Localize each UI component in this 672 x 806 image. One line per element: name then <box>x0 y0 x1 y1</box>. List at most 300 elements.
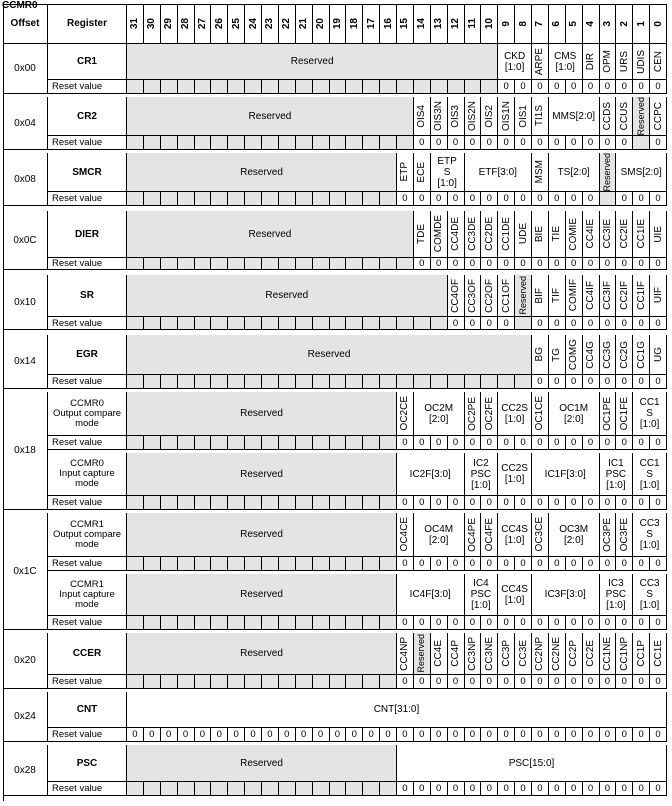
reset-bit: 0 <box>532 375 549 389</box>
reset-blank <box>127 496 144 510</box>
bit-header-27 <box>195 4 212 44</box>
reset-blank <box>211 616 228 630</box>
reset-blank <box>161 375 178 389</box>
reserved-field: Reserved <box>127 392 397 436</box>
bit-field: CC1 S [1:0] <box>633 453 667 496</box>
reset-bit: 0 <box>566 192 583 206</box>
reset-blank <box>296 80 313 94</box>
reset-bit: 0 <box>465 317 482 330</box>
reset-bit: 0 <box>583 782 600 796</box>
reset-blank <box>211 258 228 270</box>
reset-bit: 0 <box>549 496 566 510</box>
reset-bit: 0 <box>481 616 498 630</box>
reset-blank <box>363 80 380 94</box>
bit-header-10 <box>481 4 498 44</box>
reset-bit: 0 <box>465 192 482 206</box>
reset-blank <box>313 436 330 450</box>
reserved-field: Reserved <box>127 44 498 80</box>
reset-blank <box>178 192 195 206</box>
reset-bit: 0 <box>195 728 212 742</box>
reset-bit: 0 <box>515 436 532 450</box>
bit-field <box>532 44 549 80</box>
reset-bit: 0 <box>414 728 431 742</box>
reset-blank <box>380 616 397 630</box>
reset-blank <box>195 80 212 94</box>
reset-bit: 0 <box>397 728 414 742</box>
bit-field-text: CC3NE <box>483 636 495 671</box>
bit-field-text: CC3NP <box>466 636 478 671</box>
bit-field <box>448 633 465 675</box>
reset-blank <box>397 375 414 389</box>
bit-field-text: CC4E <box>433 640 445 667</box>
reset-bit: 0 <box>481 317 498 330</box>
reset-bit: 0 <box>498 675 515 689</box>
reset-blank <box>330 317 347 330</box>
bit-field-text: CC4IF <box>585 281 597 310</box>
bit-header-7-text: 7 <box>534 20 546 27</box>
bit-field-text: ETP <box>399 162 411 182</box>
reset-blank <box>330 136 347 150</box>
reserved-field <box>600 153 617 192</box>
reset-blank <box>515 375 532 389</box>
reserved-field <box>414 633 431 675</box>
reset-blank <box>397 258 414 270</box>
bit-header-29-text: 29 <box>163 17 175 30</box>
reset-blank <box>296 375 313 389</box>
bit-field <box>616 392 633 436</box>
reset-blank <box>330 375 347 389</box>
bit-field: IC4F[3:0] <box>397 574 465 616</box>
bit-field-text: ECE <box>416 161 428 183</box>
reset-bit: 0 <box>583 436 600 450</box>
reset-bit: 0 <box>566 728 583 742</box>
bit-field-text: CC3DE <box>466 217 478 251</box>
reset-bit: 0 <box>498 557 515 571</box>
reset-value-label: Reset value <box>48 557 127 571</box>
reset-blank <box>144 258 161 270</box>
reset-blank <box>346 80 363 94</box>
bit-field <box>650 97 667 136</box>
reset-blank <box>431 80 448 94</box>
bit-header-24 <box>245 4 262 44</box>
reset-blank <box>330 557 347 571</box>
reset-blank <box>313 317 330 330</box>
bit-field-text: MSM <box>534 160 546 184</box>
bit-field-text: UDE <box>517 223 529 245</box>
reset-bit: 0 <box>616 317 633 330</box>
reset-blank <box>245 496 262 510</box>
reset-value-label: Reset value <box>48 728 127 742</box>
reset-value-label: Reset value <box>48 80 127 94</box>
reset-blank <box>144 317 161 330</box>
reset-bit: 0 <box>616 80 633 94</box>
reset-blank <box>228 675 245 689</box>
reset-blank <box>245 136 262 150</box>
reset-bit: 0 <box>431 728 448 742</box>
reserved-field: Reserved <box>127 153 397 192</box>
bit-field-text: TI1S <box>534 105 546 127</box>
bit-field-text: OC3PE <box>601 517 613 552</box>
reset-bit: 0 <box>600 616 617 630</box>
reset-blank <box>262 80 279 94</box>
bit-field-text: CC2IF <box>618 281 630 310</box>
reset-value-label: Reset value <box>48 136 127 150</box>
bit-field <box>532 275 549 317</box>
reset-blank <box>245 557 262 571</box>
bit-field-text: OPM <box>601 50 613 73</box>
bit-field-text: COMIF <box>568 279 580 312</box>
reset-bit: 0 <box>515 782 532 796</box>
register-name: CR2 <box>48 97 127 136</box>
bit-field <box>650 335 667 375</box>
reset-blank <box>380 436 397 450</box>
bit-header-29 <box>161 4 178 44</box>
bit-header-12 <box>448 4 465 44</box>
bit-field-text: ARPE <box>534 47 546 76</box>
reset-bit: 0 <box>465 258 482 270</box>
reset-value-label: Reset value <box>48 675 127 689</box>
reset-blank <box>279 782 296 796</box>
reset-bit: 0 <box>566 436 583 450</box>
bit-field: IC1F[3:0] <box>532 453 600 496</box>
bit-header-13-text: 13 <box>433 17 445 30</box>
reset-bit: 0 <box>633 782 650 796</box>
reset-blank <box>178 258 195 270</box>
reset-blank <box>380 675 397 689</box>
reset-blank <box>245 258 262 270</box>
bit-header-27-text: 27 <box>196 17 208 30</box>
bit-field-text: OIS3N <box>433 100 445 131</box>
reset-blank <box>346 136 363 150</box>
reset-blank <box>279 557 296 571</box>
reset-blank <box>279 80 296 94</box>
reset-blank <box>296 258 313 270</box>
reset-blank <box>228 782 245 796</box>
reset-blank <box>448 375 465 389</box>
bit-field <box>600 392 617 436</box>
bit-header-1-text: 1 <box>635 20 647 27</box>
reset-bit: 0 <box>262 728 279 742</box>
reset-blank <box>228 436 245 450</box>
reset-blank <box>431 317 448 330</box>
bit-header-17-text: 17 <box>365 17 377 30</box>
bit-header-26 <box>211 4 228 44</box>
bit-header-21-text: 21 <box>298 17 310 30</box>
reset-blank <box>330 258 347 270</box>
reset-bit: 0 <box>616 496 633 510</box>
reset-bit: 0 <box>566 258 583 270</box>
reset-blank <box>330 675 347 689</box>
bit-field-text: BG <box>534 347 546 362</box>
offset-cell: 0x0C <box>3 211 48 270</box>
reset-bit: 0 <box>448 728 465 742</box>
bit-field-text: TG <box>551 347 563 362</box>
reset-bit: 0 <box>532 616 549 630</box>
reset-bit: 0 <box>431 436 448 450</box>
bit-field <box>481 211 498 258</box>
bit-field-text: CC1DE <box>500 217 512 251</box>
bit-field: MMS[2:0] <box>549 97 600 136</box>
bit-header-20 <box>313 4 330 44</box>
bit-field <box>600 211 617 258</box>
reset-bit: 0 <box>600 317 617 330</box>
reset-value-label: Reset value <box>48 782 127 796</box>
reset-bit: 0 <box>566 317 583 330</box>
reset-blank <box>245 192 262 206</box>
reset-bit: 0 <box>330 728 347 742</box>
bit-header-19 <box>330 4 347 44</box>
corner-label: CCMR0 <box>2 0 38 11</box>
reset-bit: 0 <box>481 436 498 450</box>
reset-bit: 0 <box>414 136 431 150</box>
register-name: SR <box>48 275 127 317</box>
reset-blank <box>296 192 313 206</box>
reset-blank <box>633 136 650 150</box>
bit-field-text: CC1IF <box>635 281 647 310</box>
bit-field <box>465 513 482 557</box>
reset-blank <box>245 436 262 450</box>
reset-bit: 0 <box>414 675 431 689</box>
reserved-field: Reserved <box>127 275 448 317</box>
bit-field-text: CC2NP <box>534 636 546 671</box>
reset-blank <box>363 436 380 450</box>
bit-field <box>465 97 482 136</box>
reset-blank <box>296 557 313 571</box>
reset-bit: 0 <box>633 80 650 94</box>
reset-blank <box>228 258 245 270</box>
reset-blank <box>245 80 262 94</box>
reset-bit: 0 <box>583 375 600 389</box>
reset-bit: 0 <box>498 258 515 270</box>
reserved-field: Reserved <box>127 211 414 258</box>
reset-bit: 0 <box>296 728 313 742</box>
reset-bit: 0 <box>549 136 566 150</box>
reset-bit: 0 <box>397 496 414 510</box>
reset-blank <box>346 192 363 206</box>
bit-field <box>600 44 617 80</box>
reset-blank <box>144 436 161 450</box>
bit-field <box>600 633 617 675</box>
bit-field <box>633 44 650 80</box>
reset-bit: 0 <box>600 258 617 270</box>
reset-blank <box>144 192 161 206</box>
bit-header-0 <box>650 4 667 44</box>
reset-bit: 0 <box>211 728 228 742</box>
bit-field: CC1 S [1:0] <box>633 392 667 436</box>
bit-field: ETP S [1:0] <box>431 153 465 192</box>
reset-bit: 0 <box>515 258 532 270</box>
reset-bit: 0 <box>650 258 667 270</box>
reset-blank <box>178 436 195 450</box>
bit-header-5 <box>566 4 583 44</box>
reset-bit: 0 <box>515 192 532 206</box>
bit-field: CKD [1:0] <box>498 44 532 80</box>
reset-value-label: Reset value <box>48 616 127 630</box>
bit-header-3 <box>600 4 617 44</box>
reset-value-label: Reset value <box>48 317 127 330</box>
reset-blank <box>211 436 228 450</box>
reset-blank <box>296 317 313 330</box>
bit-field-text: CC3G <box>601 340 613 369</box>
bit-field-text: CC4DE <box>450 217 462 251</box>
bit-field-text: CC4OF <box>450 278 462 313</box>
reset-bit: 0 <box>414 436 431 450</box>
bit-field <box>633 633 650 675</box>
bit-field-text: OC2FE <box>483 396 495 431</box>
reset-bit: 0 <box>600 375 617 389</box>
reset-blank <box>296 436 313 450</box>
bit-field-text: CC3OF <box>466 278 478 313</box>
bit-header-26-text: 26 <box>213 17 225 30</box>
bit-header-4 <box>583 4 600 44</box>
bit-field-text: TDE <box>416 224 428 244</box>
reset-bit: 0 <box>161 728 178 742</box>
reset-bit: 0 <box>346 728 363 742</box>
bit-field: IC3F[3:0] <box>532 574 600 616</box>
reset-bit: 0 <box>448 675 465 689</box>
reset-blank <box>178 557 195 571</box>
reset-bit: 0 <box>650 675 667 689</box>
offset-cell: 0x28 <box>3 745 48 796</box>
reset-bit: 0 <box>633 436 650 450</box>
reset-blank <box>515 317 532 330</box>
reset-bit: 0 <box>650 616 667 630</box>
reset-blank <box>481 80 498 94</box>
bit-field-text: CC1P <box>635 640 647 667</box>
reset-bit: 0 <box>583 136 600 150</box>
register-name: CCER <box>48 633 127 675</box>
reset-blank <box>346 616 363 630</box>
bit-field <box>481 513 498 557</box>
bit-header-13 <box>431 4 448 44</box>
reset-bit: 0 <box>583 258 600 270</box>
reset-bit: 0 <box>532 436 549 450</box>
bit-field: IC2F[3:0] <box>397 453 465 496</box>
reset-blank <box>144 616 161 630</box>
reset-bit: 0 <box>566 782 583 796</box>
reset-blank <box>228 317 245 330</box>
bit-field <box>448 211 465 258</box>
reset-bit: 0 <box>566 557 583 571</box>
reset-blank <box>279 675 296 689</box>
reset-bit: 0 <box>650 192 667 206</box>
reset-blank <box>414 317 431 330</box>
reset-blank <box>262 782 279 796</box>
reset-value-label: Reset value <box>48 436 127 450</box>
reset-blank <box>313 192 330 206</box>
bit-field-text: CC1OF <box>500 278 512 313</box>
reserved-field: Reserved <box>127 745 397 782</box>
reset-bit: 0 <box>532 317 549 330</box>
bit-field <box>650 44 667 80</box>
bit-header-28-text: 28 <box>180 17 192 30</box>
bit-header-12-text: 12 <box>450 17 462 30</box>
bit-header-11-text: 11 <box>466 18 478 29</box>
bit-field-text: CC1G <box>635 340 647 369</box>
bit-field-text: CC1NP <box>618 636 630 671</box>
register-name: SMCR <box>48 153 127 192</box>
reset-bit: 0 <box>498 136 515 150</box>
reset-bit: 0 <box>532 192 549 206</box>
bit-field-text: UG <box>652 347 664 362</box>
reset-blank <box>178 782 195 796</box>
bit-field-text: UDIS <box>635 49 647 74</box>
reset-blank <box>245 782 262 796</box>
reset-blank <box>380 317 397 330</box>
bit-field-text: CC2P <box>568 640 580 667</box>
bit-header-19-text: 19 <box>331 17 343 30</box>
reset-blank <box>262 496 279 510</box>
reset-bit: 0 <box>515 496 532 510</box>
register-name: CCMR1 Input capture mode <box>48 574 127 616</box>
reset-blank <box>161 258 178 270</box>
reset-bit: 0 <box>313 728 330 742</box>
reset-bit: 0 <box>600 557 617 571</box>
reset-blank <box>228 557 245 571</box>
reset-bit: 0 <box>178 728 195 742</box>
bit-field: CC3 S [1:0] <box>633 513 667 557</box>
reset-blank <box>161 782 178 796</box>
bit-field <box>414 97 431 136</box>
reset-blank <box>195 675 212 689</box>
reset-blank <box>397 80 414 94</box>
reset-blank <box>245 675 262 689</box>
reset-bit: 0 <box>532 258 549 270</box>
register-name: CCMR0 Input capture mode <box>48 453 127 496</box>
reset-bit: 0 <box>650 728 667 742</box>
bit-field-text: OC4PE <box>466 517 478 552</box>
reset-bit: 0 <box>600 80 617 94</box>
reset-blank <box>144 557 161 571</box>
reserved-field: Reserved <box>127 574 397 616</box>
reset-bit: 0 <box>600 136 617 150</box>
bit-header-18-text: 18 <box>348 17 360 30</box>
bit-field <box>616 335 633 375</box>
reset-blank <box>296 782 313 796</box>
bit-field <box>465 392 482 436</box>
bit-field <box>481 275 498 317</box>
bit-field <box>650 275 667 317</box>
bit-field <box>448 275 465 317</box>
bit-field-text: OC4CE <box>399 517 411 552</box>
bit-header-0-text: 0 <box>652 20 664 27</box>
bit-field-text: CC2DE <box>483 217 495 251</box>
reset-blank <box>127 375 144 389</box>
reset-bit: 0 <box>549 616 566 630</box>
reset-blank <box>380 375 397 389</box>
reset-blank <box>178 675 195 689</box>
reset-blank <box>127 557 144 571</box>
reset-bit: 0 <box>616 375 633 389</box>
bit-field <box>448 97 465 136</box>
bit-field <box>549 633 566 675</box>
bit-header-9 <box>498 4 515 44</box>
reset-blank <box>161 317 178 330</box>
reset-bit: 0 <box>616 675 633 689</box>
bit-field-text: BIF <box>534 287 546 304</box>
reset-bit: 0 <box>532 136 549 150</box>
reset-blank <box>363 258 380 270</box>
reset-blank <box>363 496 380 510</box>
reset-bit: 0 <box>616 782 633 796</box>
reset-blank <box>211 192 228 206</box>
reset-blank <box>279 258 296 270</box>
reset-bit: 0 <box>397 436 414 450</box>
reset-bit: 0 <box>481 557 498 571</box>
reset-blank <box>161 136 178 150</box>
register-name: CR1 <box>48 44 127 80</box>
bit-header-22-text: 22 <box>281 17 293 30</box>
